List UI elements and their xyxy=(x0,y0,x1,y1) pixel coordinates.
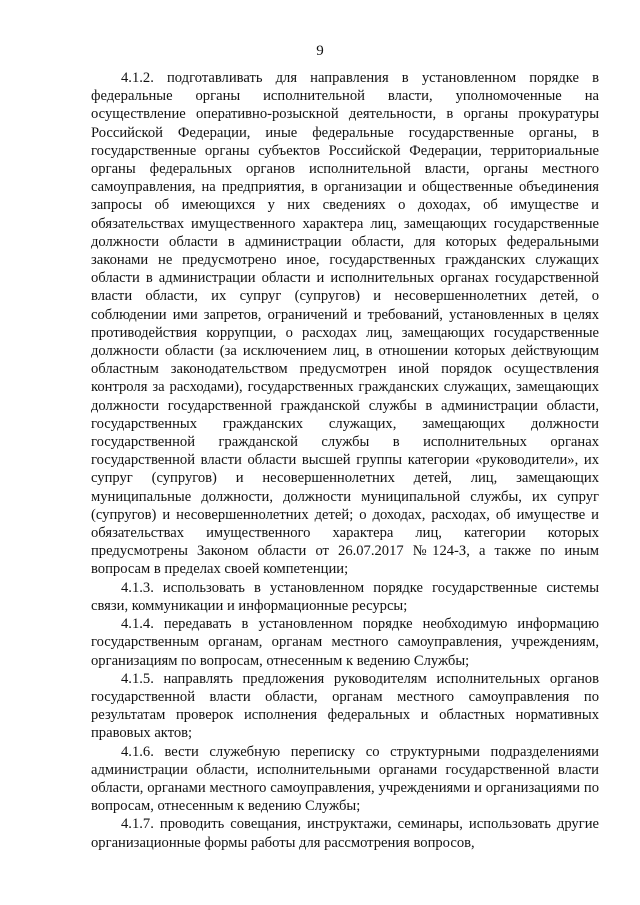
paragraph-4-1-6: 4.1.6. вести служебную переписку со структурными подразделениями администрации области, исполнительными органами государственной власти области, органами местного самоуправления, учреждениями и организациями по вопросам, отнесенным к ведению Службы; xyxy=(91,743,599,815)
paragraph-4-1-4: 4.1.4. передавать в установленном порядке необходимую информацию государственным органам, органам местного самоуправления, учреждениям, организациям по вопросам, отнесенным к ведению Службы; xyxy=(91,616,599,669)
paragraph-4-1-5: 4.1.5. направлять предложения руководителям исполнительных органов государственной власти области, органам местного самоуправления по результатам проверок исполнения федеральных и областных нормативных правовых актов; xyxy=(91,670,599,742)
paragraph-4-1-7: 4.1.7. проводить совещания, инструктажи, семинары, использовать другие организационные формы работы для рассмотрения вопросов, xyxy=(91,816,599,851)
document-body xyxy=(91,69,599,852)
paragraph-4-1-2: 4.1.2. подготавливать для направления в установленном порядке в федеральные органы исполнительной власти, уполномоченные на осуществление оперативно-розыскной деятельности, в органы прокуратуры Российской Федерации, иные федеральные государственные органы, в государственные органы субъектов Российской Федерации, территориальные органы федеральных органов исполнительной власти, органы местного самоуправления, на предприятия, в организации и общественные объединения запросы об имеющихся у них сведениях о доходах, об имуществе и обязательствах имущественного характера лиц, замещающих государственные должности области в администрации области, для которых федеральными законами не предусмотрено иное, государственных гражданских служащих области в администрации области и исполнительных органах государственной власти области, их супруг (супругов) и несовершеннолетних детей, о соблюдении ими запретов, ограничений и требований, установленных в целях противодействия коррупции, о расходах лиц, замещающих государственные должности области (за исключением лиц, в отношении которых действующим областным законодательством предусмотрен иной порядок осуществления контроля за расходами), государственных гражданских служащих, замещающих должности государственной гражданской службы в администрации области, государственных гражданских служащих, замещающих должности государственной гражданской службы в исполнительных органах государственной власти области высшей группы категории «руководители», их супруг (супругов) и несовершеннолетних детей, лиц, замещающих муниципальные должности, должности муниципальной службы, их супруг (супругов) и несовершеннолетних детей; о доходах, расходах, об имуществе и обязательствах имущественного характера лиц, категории которых предусмотрены Законом области от 26.07.2017 №124-З, а также по иным вопросам в пределах своей компетенции; xyxy=(91,70,599,578)
paragraph-4-1-3: 4.1.3. использовать в установленном порядке государственные системы связи, коммуникации и информационные ресурсы; xyxy=(91,579,599,614)
page-number: 9 xyxy=(316,43,324,59)
